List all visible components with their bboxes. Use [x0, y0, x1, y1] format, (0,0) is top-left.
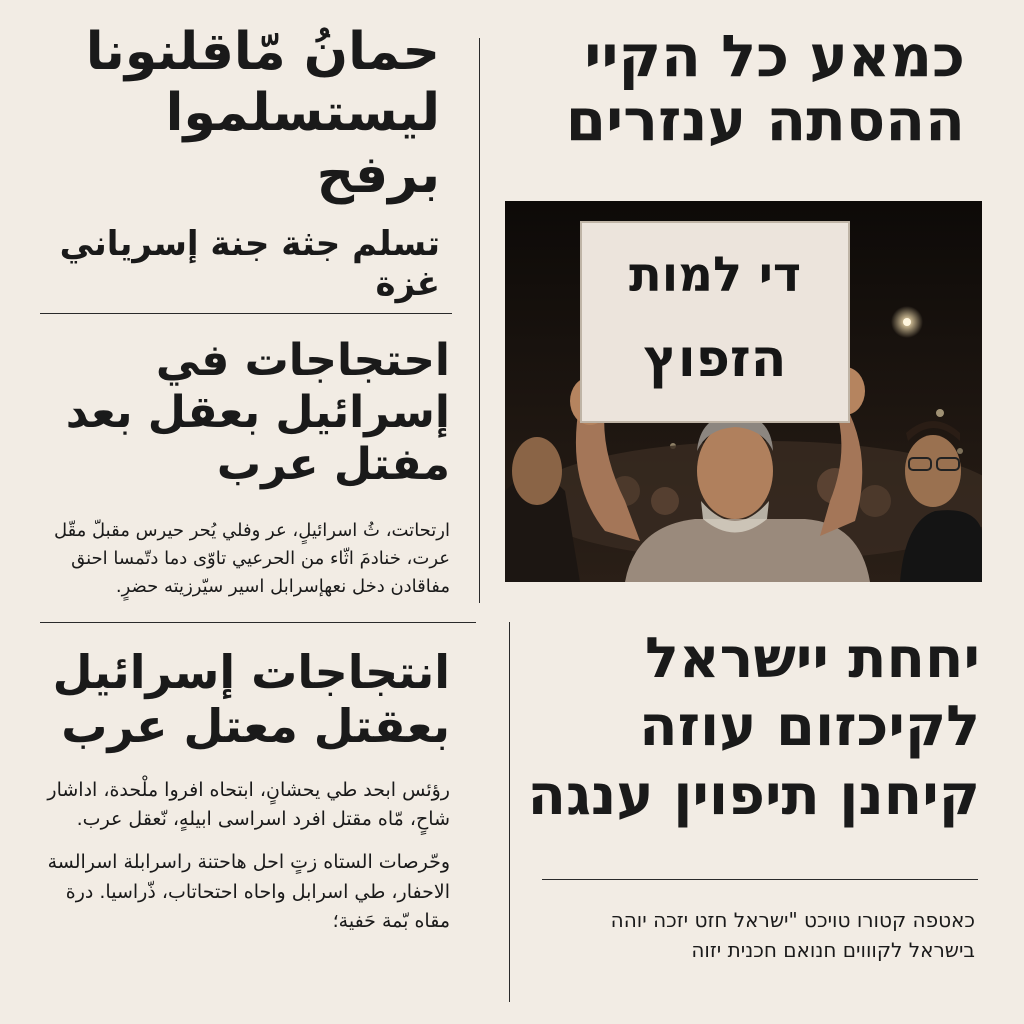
- arabic-body-3b: وحّرصات الستاه زتٍ احل هاحتنة راسرابلة اسرالسة الاحفار، طي اسرابل واحاه احتحاتاب، ذّراسيا. درة مقاه بّمة حَفية؛: [47, 851, 450, 933]
- arabic-story-1: [40, 22, 440, 304]
- hebrew-story-3: [540, 905, 975, 965]
- arabic-body-2: ارتحاتت، ثُ اسرائيلٍ، عر وفلي يُحر حيرس مقبلّ مقّل عرت، خنادمَ اثّاء من الحرعيي تاوّى دما دتّمسا احنق مفاقادن دخل نعهإسرابل اسير سيّرزيته حضرٍ.: [53, 519, 450, 597]
- arabic-subhead-1: تسلم جثة جنة إسرياني غزة: [59, 224, 440, 305]
- section-divider-left-1: [40, 313, 452, 314]
- central-protester-face: [697, 423, 773, 519]
- arabic-body-3a: رؤئس ابحد طي يحشانٍ، ابتحاه افروا ملْحدة، اداشار شاحٍ، مّاه مقتل افرد اسراسى ابيلهٍ، نّعقل عرب.: [47, 778, 450, 830]
- arabic-headline-1: حمانُ مّاقلنونا ليستسلموا برفح: [85, 22, 440, 205]
- section-divider-left-2: [40, 622, 476, 623]
- sign-line-1: די למות: [628, 247, 802, 303]
- arabic-story-2: [40, 335, 450, 600]
- hebrew-headline-1: כמאע כל הקיי ההסתה ענזרים: [565, 22, 965, 154]
- protest-photo: [505, 201, 982, 582]
- section-divider-right: [542, 879, 978, 880]
- sign-line-2: הזפוץ: [643, 329, 787, 389]
- arabic-headline-3: انتجاجات إسرائيل بعقتل معتل عرب: [52, 645, 450, 754]
- hebrew-headline-2: יחחת יישראל לקיכזום עוזה קיחנן תיפוין ענגה: [527, 626, 980, 828]
- hebrew-body-3: כאטפה קטורו טויכט "ישראל חזט יזכה יוהה בישראל לקוווים חנואם חכנית יזוה: [610, 908, 975, 962]
- left-protester: [512, 437, 562, 505]
- arabic-headline-2: احتجاجات في إسرائيل بعقل بعد مفتل عرب: [65, 335, 450, 490]
- column-divider-top: [479, 38, 480, 603]
- hebrew-story-1: [505, 22, 965, 154]
- hebrew-story-2: [505, 625, 980, 830]
- protest-photo-illustration: [505, 201, 982, 582]
- arabic-story-3: [40, 645, 450, 937]
